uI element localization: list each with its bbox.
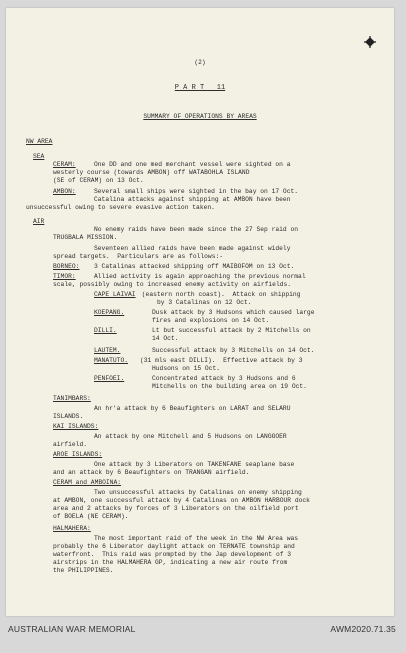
ambon-line-3: unsuccessful owing to severe evasive action taken. [26,204,215,211]
penfoei-line-2: Mitchells on the building area on 19 Oct. [152,383,307,390]
aroe-line-2: and an attack by 6 Beaufighters on TRANGAN airfield. [53,469,250,476]
cape-laivai-line-2: by 3 Catalinas on 12 Oct. [157,299,252,306]
tanimbars-line-2: ISLANDS. [53,413,84,420]
tanimbars-line-1: An hr'a attack by 6 Beaufighters on LARAT and SELARU [94,405,291,412]
ceram-amboina-label: CERAM and AMBOINA: [53,479,122,486]
ceram-line-1: One DD and one med merchant vessel were sighted on a [94,161,291,168]
air-heading: AIR [33,218,45,225]
koepang-line-1: Dusk attack by 3 Hudsons which caused large [152,309,315,316]
manatuto-line-1: (31 mls east DILLI). Effective attack by 3 [140,357,303,364]
dilli-label: DILLI. [94,327,117,334]
dilli-line-2: 14 Oct. [152,335,179,342]
halmahera-line-4: airstrips in the HALMAHERA GP, indicating a new air route from [53,559,288,566]
aroe-line-1: One attack by 3 Liberators on TAKENFANE seaplane base [94,461,295,468]
timor-label: TIMOR: [53,273,76,280]
kai-islands-label: KAI ISLANDS: [53,423,99,430]
koepang-line-2: fires and explosions on 14 Oct. [152,317,270,324]
ceram-amboina-line-1: Two unsuccessful attacks by Catalinas on enemy shipping [94,489,302,496]
borneo-text: 3 Catalinas attacked shipping off MAIBOFOM on 13 Oct. [94,263,295,270]
ambon-line-1: Several small ships were sighted in the bay on 17 Oct. [94,188,299,195]
kai-line-1: An attack by one Mitchell and 5 Hudsons on LANGGOER [94,433,287,440]
halmahera-line-3: waterfront. This raid was prompted by the Jap development of 3 [53,551,292,558]
penfoei-label: PENFOEI. [94,375,125,382]
halmahera-line-1: The most important raid of the week in the NW Area was [94,535,299,542]
ceram-amboina-line-4: of BOELA (NE CERAM). [53,513,129,520]
part-heading: P A R T 11 [174,84,226,92]
penfoei-line-1: Concentrated attack by 3 Hudsons and 6 [152,375,296,382]
footer-accession-number: AWM2020.71.35 [330,624,396,634]
koepang-label: KOEPANG. [94,309,125,316]
manatuto-label: MANATUTO. [94,357,129,364]
manatuto-line-2: Hudsons on 15 Oct. [152,365,221,372]
borneo-label: BORNEO: [53,263,80,270]
ceram-amboina-line-3: area and 2 attacks by forces of 3 Liberators on the oilfield port [53,505,299,512]
ceram-line-3: (SE of CERAM) on 13 Oct. [53,177,144,184]
sea-heading: SEA [33,153,45,160]
nw-area-heading: NW AREA [26,138,53,145]
halmahera-line-5: the PHILIPPINES. [53,567,114,574]
aroe-islands-label: AROE ISLANDS: [53,451,103,458]
lautem-text: Successful attack by 3 Mitchells on 14 Oct. [152,347,315,354]
air-p2-line-2: spread targets. Particulars are as follows:- [53,253,224,260]
timor-line-1: Allied activity is again approaching the previous normal [94,273,306,280]
halmahera-line-2: probably the 6 Liberator daylight attack on TERNATE township and [53,543,295,550]
ceram-line-2: westerly course (towards AMBON) off WATABOHLA ISLAND [53,169,250,176]
kai-line-2: airfield. [53,441,88,448]
air-p1-line-2: TRUGBALA MISSION. [53,234,118,241]
cape-laivai-label: CAPE LAIVAI [94,291,136,298]
air-p2-line-1: Seventeen allied raids have been made against widely [94,245,291,252]
dilli-line-1: Lt but successful attack by 2 Mitchells on [152,327,311,334]
ambon-label: AMBON: [53,188,76,195]
summary-title: SUMMARY OF OPERATIONS BY AREAS [143,113,257,120]
footer-institution: AUSTRALIAN WAR MEMORIAL [8,624,136,634]
page-number: (2) [194,59,206,66]
paper-clip-mark-icon [364,36,376,48]
timor-line-2: scale, possibly owing to increased enemy activity on airfields. [53,281,292,288]
ceram-label: CERAM: [53,161,76,168]
lautem-label: LAUTEM. [94,347,121,354]
ambon-line-2: Catalina attacks against shipping at AMBON have been [94,196,291,203]
cape-laivai-line-1: (eastern north coast). Attack on shipping [138,291,301,298]
air-p1-line-1: No enemy raids have been made since the 27 Sep raid on [94,226,299,233]
halmahera-label: HALMAHERA: [53,525,91,532]
document-page [6,8,394,616]
ceram-amboina-line-2: at AMBON, one successful attack by 4 Catalinas on AMBON HARBOUR dock [53,497,310,504]
tanimbars-label: TANIMBARS: [53,395,91,402]
